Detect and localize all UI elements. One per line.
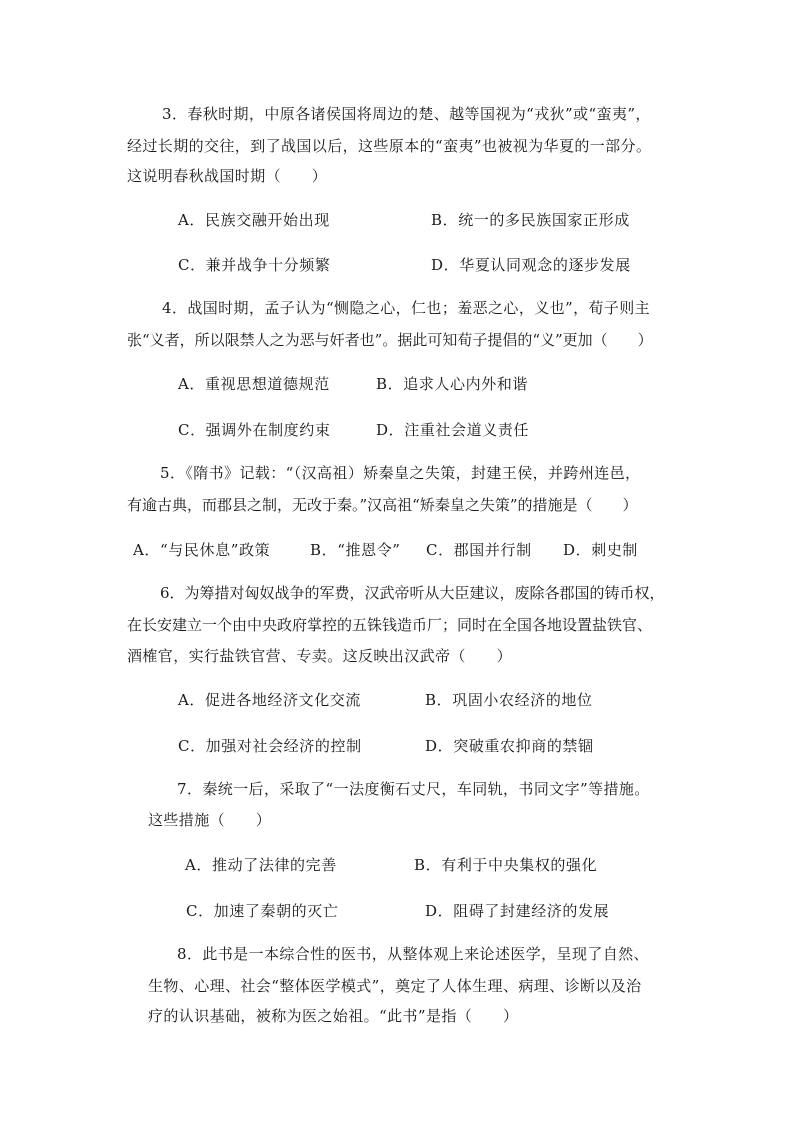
question-3-line-2: 经过长期的交往，到了战国以后，这些原本的“蛮夷”也被视为华夏的一部分。	[127, 137, 652, 155]
question-7-line-1: 7．秦统一后，采取了“一法度衡石丈尺，车同轨，书同文字”等措施。	[177, 780, 650, 798]
question-4-option-a: A．重视思想道德规范	[178, 375, 330, 393]
question-7-option-a: A．推动了法律的完善	[185, 856, 337, 874]
question-6-line-2: 在长安建立一个由中央政府掌控的五铢钱造币厂；同时在全国各地设置盐铁官、	[127, 616, 653, 634]
question-5-line-1: 5．《隋书》记载：“（汉高祖）矫秦皇之失策，封建王侯，并跨州连邑，	[160, 464, 641, 482]
question-3-option-c: C．兼并战争十分频繁	[178, 256, 331, 274]
question-7-line-2: 这些措施（ ）	[148, 811, 272, 829]
question-3-option-a: A．民族交融开始出现	[178, 211, 330, 229]
question-8-line-3: 疗的认识基础，被称为医之始祖。“此书”是指（ ）	[148, 1007, 519, 1025]
question-4-line-2: 张“义者，所以限禁人之为恶与奸者也”。据此可知荀子提倡的“义”更加（ ）	[127, 331, 653, 349]
question-6-option-b: B．巩固小农经济的地位	[425, 691, 593, 709]
question-4-line-1: 4．战国时期，孟子认为“恻隐之心，仁也；羞恶之心，义也”，荀子则主	[162, 299, 651, 317]
question-5-option-d: D．刺史制	[563, 541, 639, 559]
question-4-option-c: C．强调外在制度约束	[178, 421, 331, 439]
question-7-option-b: B．有利于中央集权的强化	[414, 856, 598, 874]
question-5-line-2: 有逾古典，而郡县之制，无改于秦。”汉高祖“矫秦皇之失策”的措施是（ ）	[127, 496, 638, 514]
question-3-line-3: 这说明春秋战国时期（ ）	[127, 167, 328, 185]
question-6-line-3: 酒榷官，实行盐铁官营、专卖。这反映出汉武帝（ ）	[127, 647, 513, 665]
question-4-option-b: B．追求人心内外和谐	[376, 375, 529, 393]
question-3-option-b: B．统一的多民族国家正形成	[431, 211, 630, 229]
question-4-option-d: D．注重社会道义责任	[376, 421, 530, 439]
question-8-line-1: 8．此书是一本综合性的医书，从整体观上来论述医学，呈现了自然、	[177, 945, 649, 963]
question-7-option-c: C．加速了秦朝的灭亡	[186, 902, 339, 920]
question-8-line-2: 生物、心理、社会“整体医学模式”，奠定了人体生理、病理、诊断以及治	[148, 977, 642, 995]
question-7-option-d: D．阻碍了封建经济的发展	[425, 902, 610, 920]
question-3-option-d: D．华夏认同观念的逐步发展	[431, 256, 631, 274]
question-5-option-b: B．“推恩令”	[310, 541, 401, 559]
question-6-line-1: 6．为筹措对匈奴战争的军费，汉武帝听从大臣建议，废除各郡国的铸币权，	[160, 584, 665, 602]
question-6-option-d: D．突破重农抑商的禁锢	[425, 737, 594, 755]
question-5-option-a: A．“与民休息”政策	[133, 541, 271, 559]
question-6-option-a: A．促进各地经济文化交流	[178, 691, 362, 709]
question-3-line-1: 3．春秋时期，中原各诸侯国将周边的楚、越等国视为“戎狄”或“蛮夷”，	[162, 105, 651, 123]
question-6-option-c: C．加强对社会经济的控制	[178, 737, 362, 755]
question-5-option-c: C．郡国并行制	[426, 541, 532, 559]
